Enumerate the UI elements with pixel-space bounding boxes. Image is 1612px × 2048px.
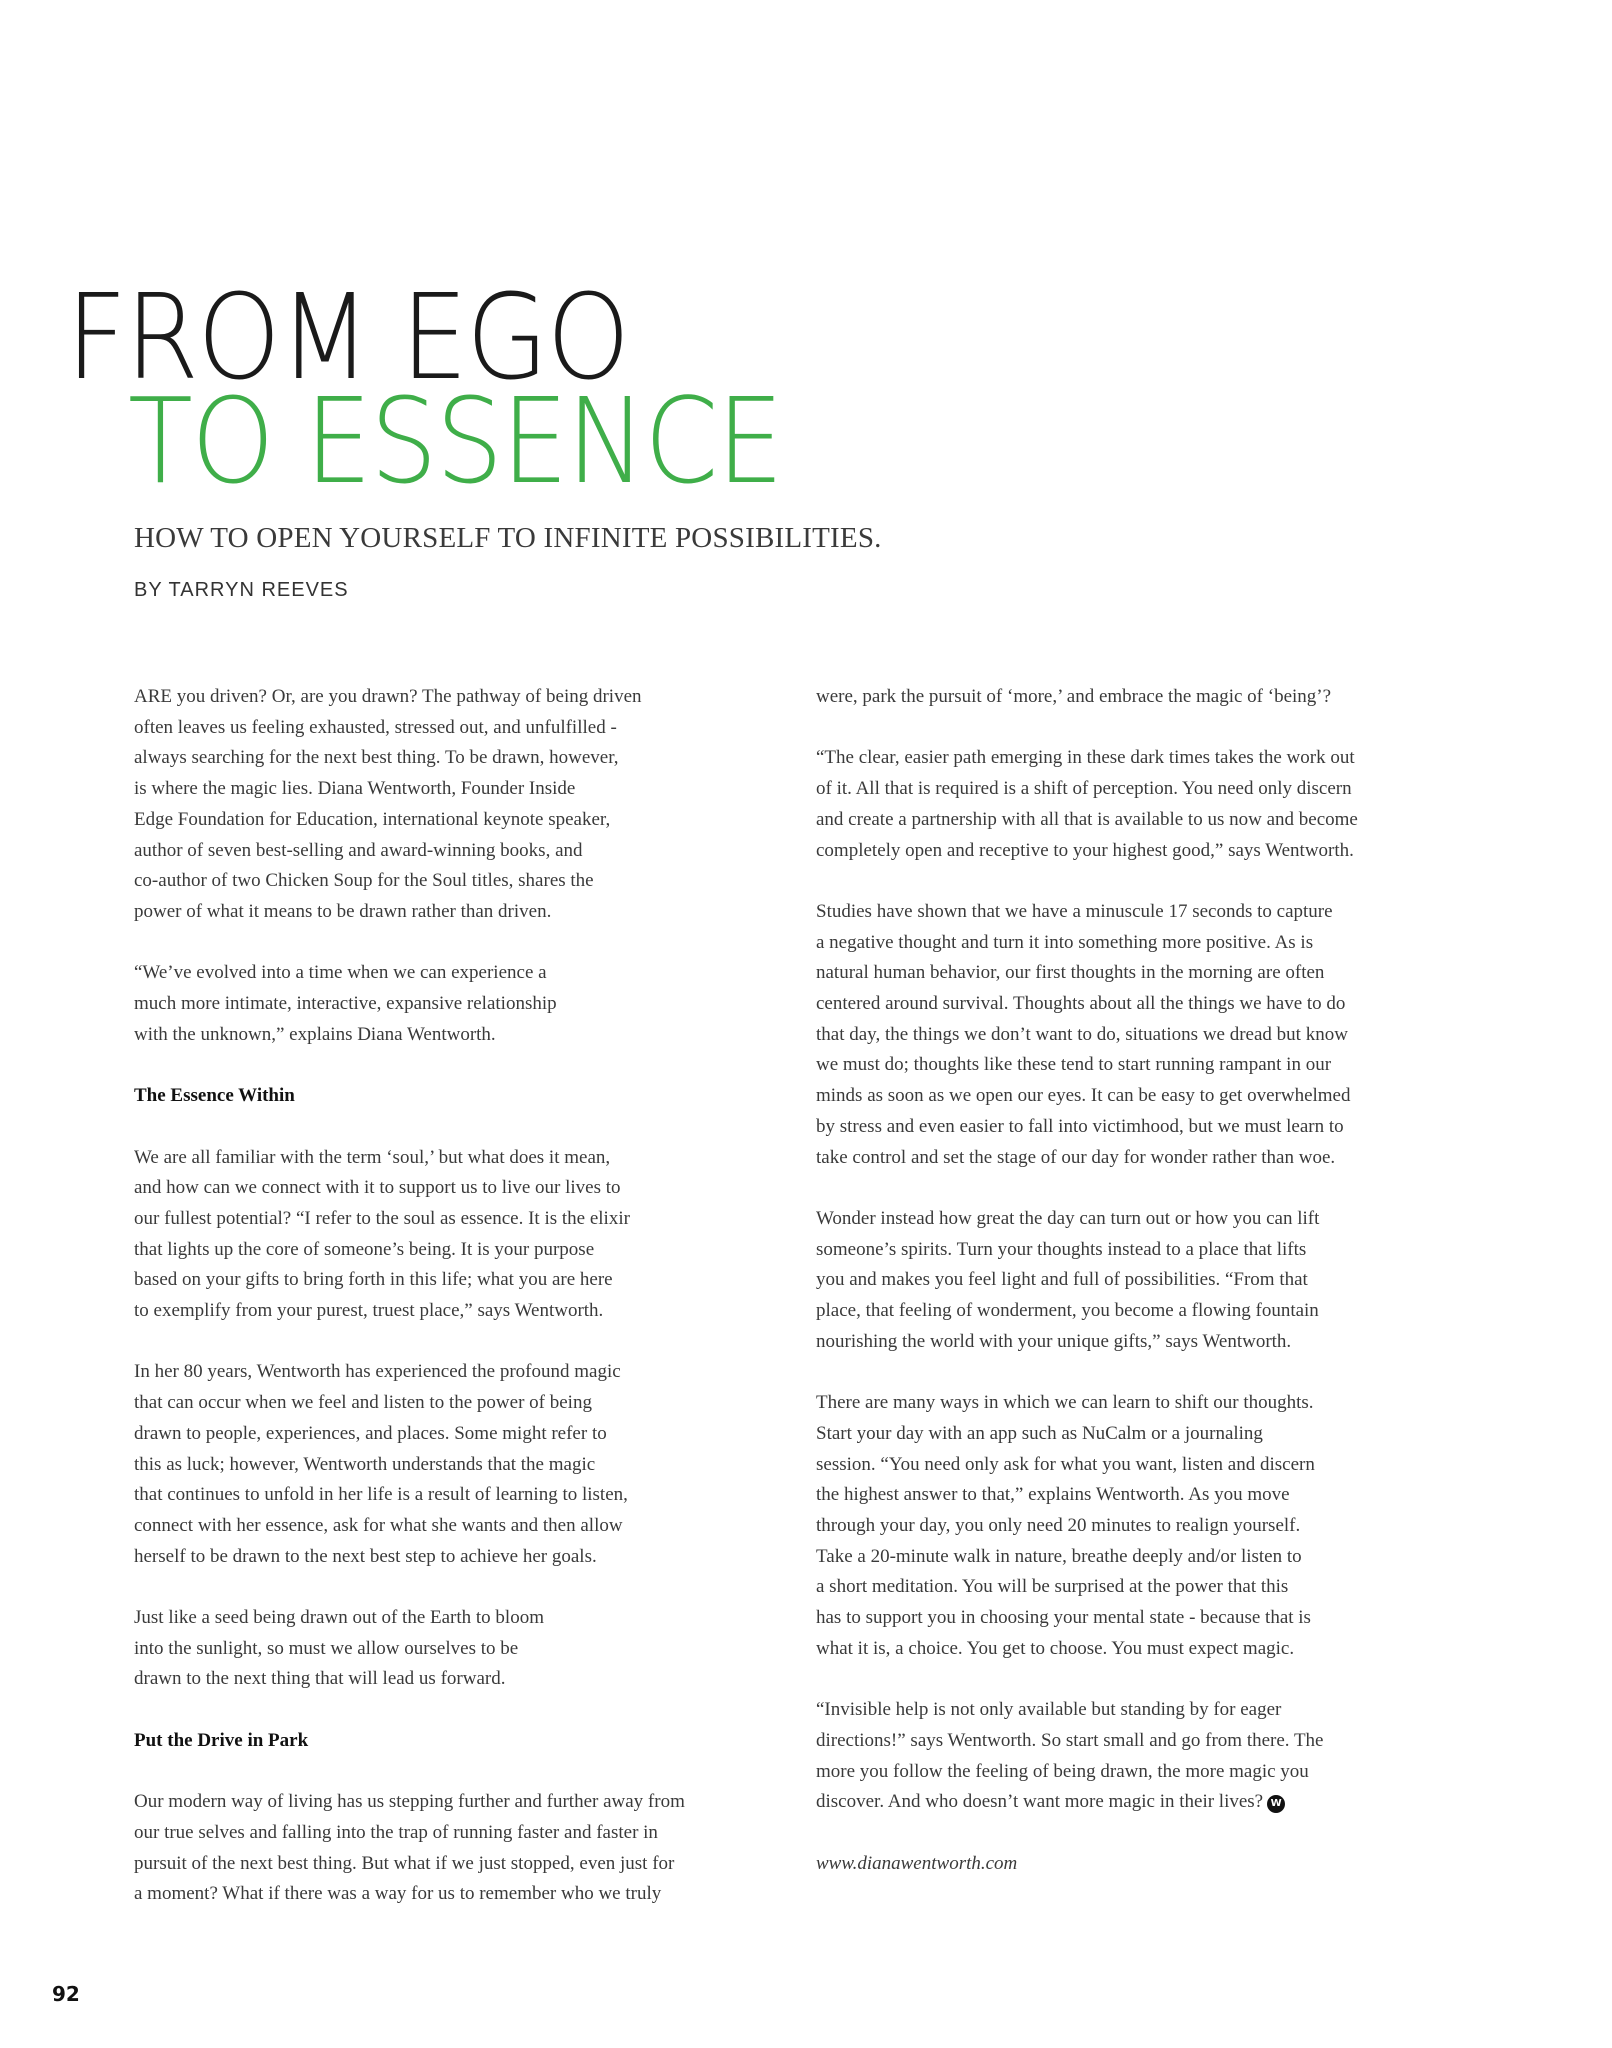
text-line: place, that feeling of wonderment, you become a flowing fountain	[816, 1300, 1319, 1322]
left-column	[134, 682, 794, 1941]
title-line-2: TO ESSENCE	[128, 372, 782, 510]
text-line: is where the magic lies. Diana Wentworth, Founder Inside	[134, 778, 576, 800]
text-line: with the unknown,” explains Diana Wentworth.	[134, 1023, 496, 1045]
text-line: Start your day with an app such as NuCalm or a journaling	[816, 1422, 1263, 1444]
page-number: 92	[52, 1982, 80, 2006]
text-line: directions!” says Wentworth. So start small and go from there. The	[816, 1729, 1324, 1751]
text-line: In her 80 years, Wentworth has experienced the profound magic	[134, 1361, 621, 1383]
right-column	[816, 682, 1516, 1910]
text-line: herself to be drawn to the next best step to achieve her goals.	[134, 1545, 597, 1567]
text-line: Just like a seed being drawn out of the Earth to bloom	[134, 1607, 544, 1629]
text-line: We are all familiar with the term ‘soul,’ but what does it mean,	[134, 1146, 611, 1168]
text-line: by stress and even easier to fall into victimhood, but we must learn to	[816, 1115, 1344, 1137]
text-line: you and makes you feel light and full of possibilities. “From that	[816, 1269, 1308, 1291]
text-line: nourishing the world with your unique gifts,” says Wentworth.	[816, 1330, 1292, 1352]
text-line: “Invisible help is not only available but standing by for eager	[816, 1699, 1282, 1721]
paragraph	[816, 743, 1516, 866]
paragraph	[134, 1787, 794, 1910]
text-line: take control and set the stage of our day for wonder rather than woe.	[816, 1146, 1336, 1168]
text-line: There are many ways in which we can learn to shift our thoughts.	[816, 1392, 1314, 1414]
paragraph	[134, 1357, 794, 1572]
text-line: what it is, a choice. You get to choose. You must expect magic.	[816, 1637, 1295, 1659]
text-line: Our modern way of living has us stepping further and further away from	[134, 1791, 685, 1813]
paragraph	[134, 1603, 794, 1695]
text-line: natural human behavior, our first thoughts in the morning are often	[816, 962, 1325, 984]
text-line: through your day, you only need 20 minutes to realign yourself.	[816, 1514, 1301, 1536]
text-line: of it. All that is required is a shift of perception. You need only discern	[816, 778, 1352, 800]
paragraph	[816, 897, 1516, 1173]
text-line: ARE you driven? Or, are you drawn? The pathway of being driven	[134, 686, 642, 707]
paragraph	[134, 958, 794, 1050]
text-line: were, park the pursuit of ‘more,’ and embrace the magic of ‘being’?	[816, 686, 1332, 707]
text-line: into the sunlight, so must we allow ourselves to be	[134, 1637, 519, 1659]
text-line-last	[816, 1787, 1516, 1818]
text-line: “The clear, easier path emerging in these dark times takes the work out	[816, 747, 1355, 769]
text-line: drawn to people, experiences, and places. Some might refer to	[134, 1422, 607, 1444]
text-line: a negative thought and turn it into something more positive. As is	[816, 931, 1314, 953]
text-line: often leaves us feeling exhausted, stressed out, and unfulfilled -	[134, 716, 617, 738]
text-line: pursuit of the next best thing. But what if we just stopped, even just for	[134, 1852, 675, 1874]
text-line: that day, the things we don’t want to do, situations we dread but know	[816, 1023, 1348, 1045]
text-line: that lights up the core of someone’s being. It is your purpose	[134, 1238, 595, 1260]
text-line: always searching for the next best thing. To be drawn, however,	[134, 747, 619, 769]
text-line: a short meditation. You will be surprised at the power that this	[816, 1576, 1289, 1598]
paragraph	[816, 682, 1516, 713]
text-line: and create a partnership with all that is available to us now and become	[816, 808, 1358, 830]
text-line: more you follow the feeling of being drawn, the more magic you	[816, 1760, 1309, 1782]
text-line: Studies have shown that we have a minuscule 17 seconds to capture	[816, 900, 1333, 922]
text-line: session. “You need only ask for what you want, listen and discern	[816, 1453, 1315, 1475]
text-line: Edge Foundation for Education, international keynote speaker,	[134, 808, 611, 830]
text-line: author of seven best-selling and award-winning books, and	[134, 839, 583, 861]
end-mark-icon: W	[1267, 1795, 1285, 1813]
text-line: co-author of two Chicken Soup for the Soul titles, shares the	[134, 870, 594, 892]
text-line: “We’ve evolved into a time when we can experience a	[134, 962, 547, 984]
text-line: a moment? What if there was a way for us to remember who we truly	[134, 1883, 662, 1905]
text-line: connect with her essence, ask for what she wants and then allow	[134, 1514, 623, 1536]
text-line: that can occur when we feel and listen to the power of being	[134, 1392, 592, 1414]
text-line: our fullest potential? “I refer to the soul as essence. It is the elixir	[134, 1207, 630, 1229]
text-line: someone’s spirits. Turn your thoughts instead to a place that lifts	[816, 1238, 1307, 1260]
website-link[interactable]: www.dianawentworth.com	[816, 1852, 1018, 1874]
text-line: power of what it means to be drawn rather than driven.	[134, 900, 552, 922]
section-heading-drive-in-park: Put the Drive in Park	[134, 1729, 309, 1751]
byline: BY TARRYN REEVES	[134, 579, 349, 601]
section-heading-essence-within: The Essence Within	[134, 1085, 295, 1107]
text-line: the highest answer to that,” explains Wentworth. As you move	[816, 1484, 1290, 1506]
text-line: centered around survival. Thoughts about all the things we have to do	[816, 993, 1346, 1014]
text-line: Take a 20-minute walk in nature, breathe deeply and/or listen to	[816, 1545, 1302, 1567]
text-line: completely open and receptive to your highest good,” says Wentworth.	[816, 839, 1354, 861]
paragraph	[134, 1143, 794, 1327]
text-line: much more intimate, interactive, expansive relationship	[134, 993, 557, 1015]
text-line: our true selves and falling into the trap of running faster and faster in	[134, 1821, 658, 1843]
text-line: minds as soon as we open our eyes. It can be easy to get overwhelmed	[816, 1085, 1351, 1107]
text-line: Wonder instead how great the day can turn out or how you can lift	[816, 1207, 1320, 1229]
title-line-1: FROM EGO	[66, 268, 629, 406]
subtitle: HOW TO OPEN YOURSELF TO INFINITE POSSIBILITIES.	[134, 522, 882, 554]
text-line: we must do; thoughts like these tend to start running rampant in our	[816, 1054, 1332, 1076]
paragraph	[816, 1204, 1516, 1358]
text-line: based on your gifts to bring forth in this life; what you are here	[134, 1269, 613, 1291]
paragraph	[134, 682, 794, 928]
text-line: drawn to the next thing that will lead us forward.	[134, 1668, 506, 1690]
text-line: and how can we connect with it to support us to live our lives to	[134, 1177, 621, 1199]
paragraph	[816, 1695, 1516, 1818]
text-line: that continues to unfold in her life is a result of learning to listen,	[134, 1484, 628, 1506]
text-line: this as luck; however, Wentworth understands that the magic	[134, 1453, 596, 1475]
text-line: has to support you in choosing your mental state - because that is	[816, 1607, 1311, 1629]
text-fragment: discover. And who doesn’t want more magic in their lives?	[816, 1791, 1264, 1813]
paragraph	[816, 1388, 1516, 1664]
text-line: to exemplify from your purest, truest place,” says Wentworth.	[134, 1300, 604, 1322]
